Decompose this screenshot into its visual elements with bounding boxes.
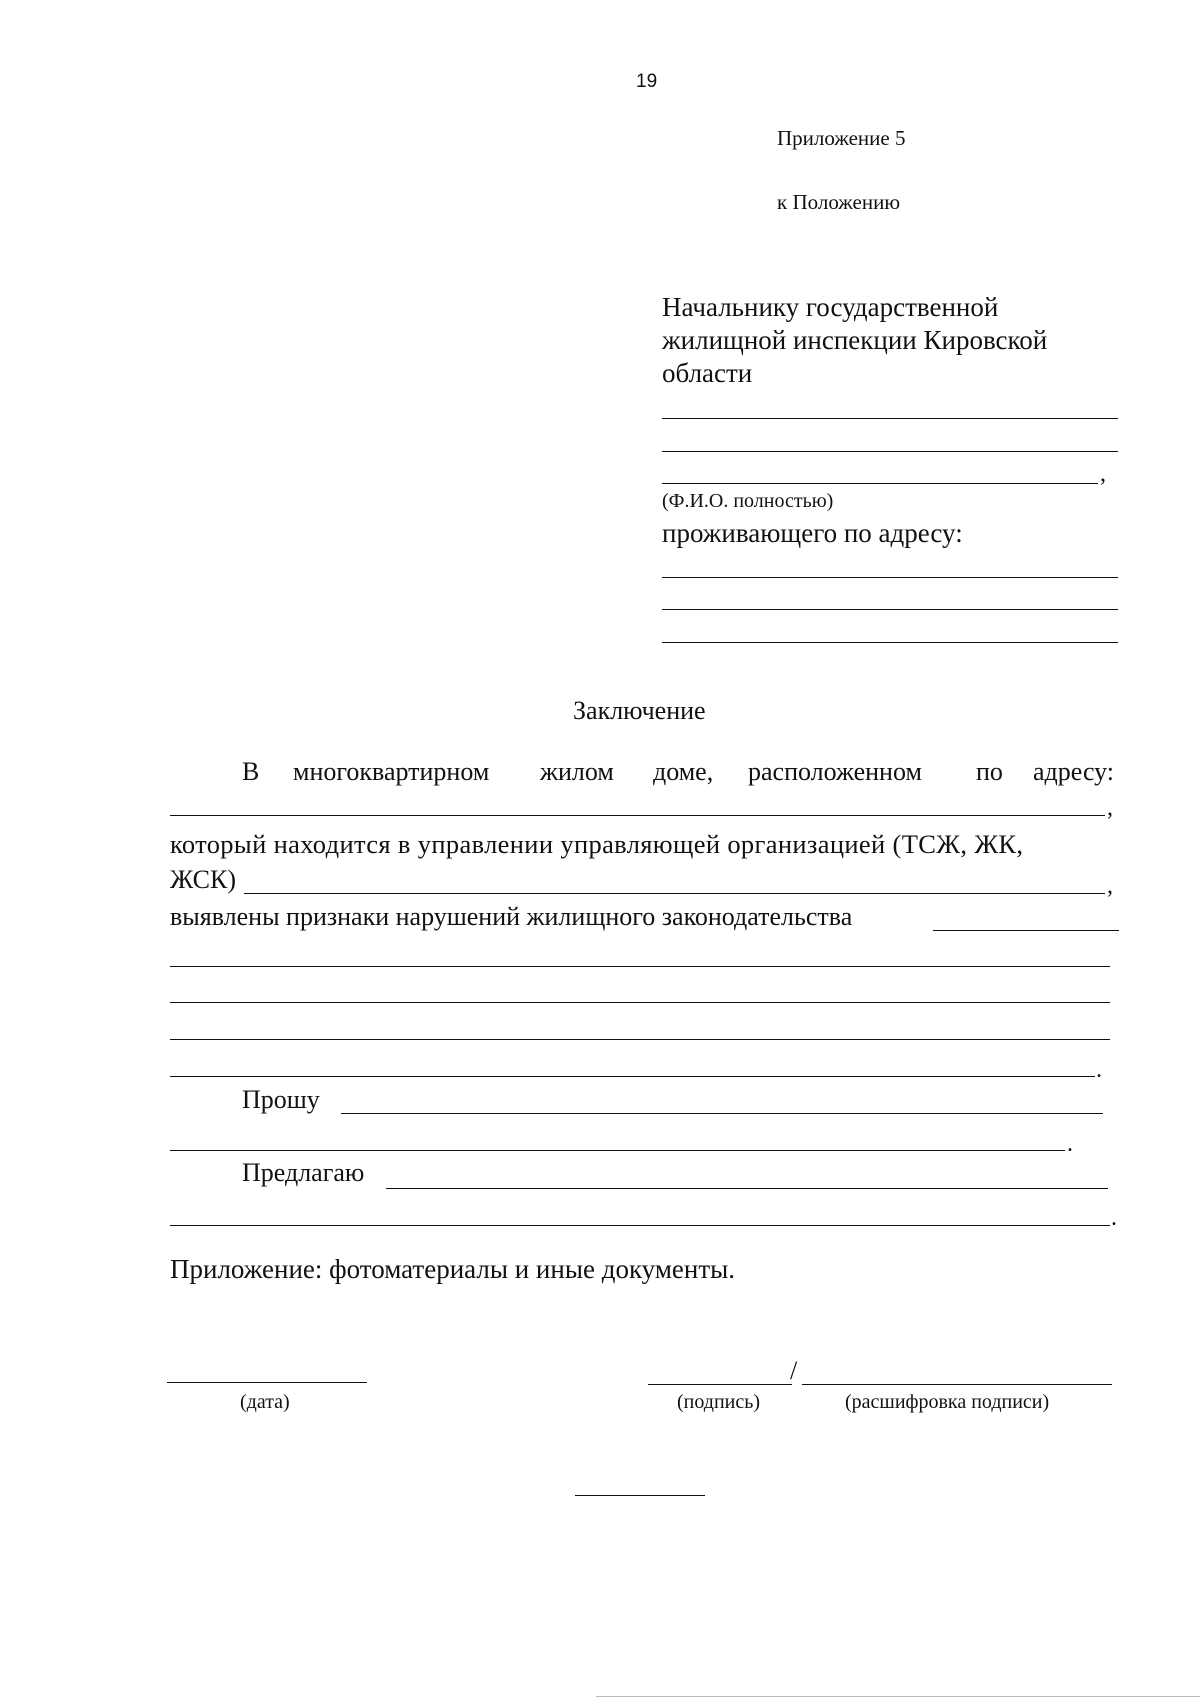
addressee-line-2: жилищной инспекции Кировской [662, 325, 1048, 355]
body-word: доме, [653, 757, 714, 786]
fio-comma: , [1100, 461, 1106, 487]
violations-blank-line [170, 966, 1110, 967]
violations-blank-line [170, 1076, 1095, 1077]
body-word: адресу: [1033, 757, 1115, 786]
fio-blank-line [662, 483, 1098, 484]
appendix-reference: к Положению [777, 190, 901, 214]
propose-period: . [1111, 1205, 1117, 1231]
management-text: который находится в управлении управляющей организацией (ТСЖ, ЖК, [170, 829, 1024, 859]
end-divider [575, 1495, 705, 1496]
violations-blank-line [170, 1002, 1110, 1003]
signature-caption: (подпись) [677, 1391, 761, 1413]
jsk-label: ЖСК) [170, 865, 236, 894]
address-blank-line [662, 577, 1118, 578]
organization-comma: , [1107, 873, 1113, 899]
appendix-number: Приложение 5 [777, 126, 906, 150]
body-word: В [242, 757, 260, 786]
scan-edge [596, 1696, 1200, 1697]
address-blank-line [662, 642, 1118, 643]
signature-blank-line [648, 1384, 792, 1385]
signature-decoding-blank-line [802, 1384, 1112, 1385]
address-blank-line [662, 609, 1118, 610]
page-number: 19 [636, 71, 658, 92]
violations-period: . [1096, 1057, 1102, 1083]
body-word: многоквартирном [293, 757, 490, 786]
body-word: по [976, 757, 1003, 786]
violations-blank-line [933, 930, 1119, 931]
document-title: Заключение [573, 696, 706, 725]
body-word: жилом [540, 757, 614, 786]
request-blank-line [170, 1150, 1065, 1151]
body-word: расположенном [748, 757, 922, 786]
attachment-note: Приложение: фотоматериалы и иные документы. [170, 1254, 736, 1284]
fio-caption: (Ф.И.О. полностью) [662, 490, 834, 512]
addressee-line-1: Начальнику государственной [662, 292, 999, 322]
date-blank-line [167, 1382, 367, 1383]
fio-blank-line [662, 418, 1118, 419]
propose-blank-line [170, 1225, 1110, 1226]
request-label: Прошу [242, 1085, 320, 1114]
violations-blank-line [170, 1039, 1110, 1040]
address-comma: , [1107, 795, 1113, 821]
house-address-blank-line [170, 815, 1105, 816]
signature-slash: / [790, 1356, 798, 1385]
decoding-caption: (расшифровка подписи) [845, 1391, 1050, 1413]
fio-blank-line [662, 451, 1118, 452]
request-period: . [1067, 1131, 1073, 1157]
violations-label: выявлены признаки нарушений жилищного законодательства [170, 902, 853, 931]
propose-blank-line [386, 1188, 1108, 1189]
organization-blank-line [244, 893, 1105, 894]
residing-label: проживающего по адресу: [662, 518, 963, 548]
propose-label: Предлагаю [242, 1158, 365, 1187]
addressee-line-3: области [662, 358, 753, 388]
request-blank-line [341, 1113, 1103, 1114]
date-caption: (дата) [240, 1391, 290, 1413]
